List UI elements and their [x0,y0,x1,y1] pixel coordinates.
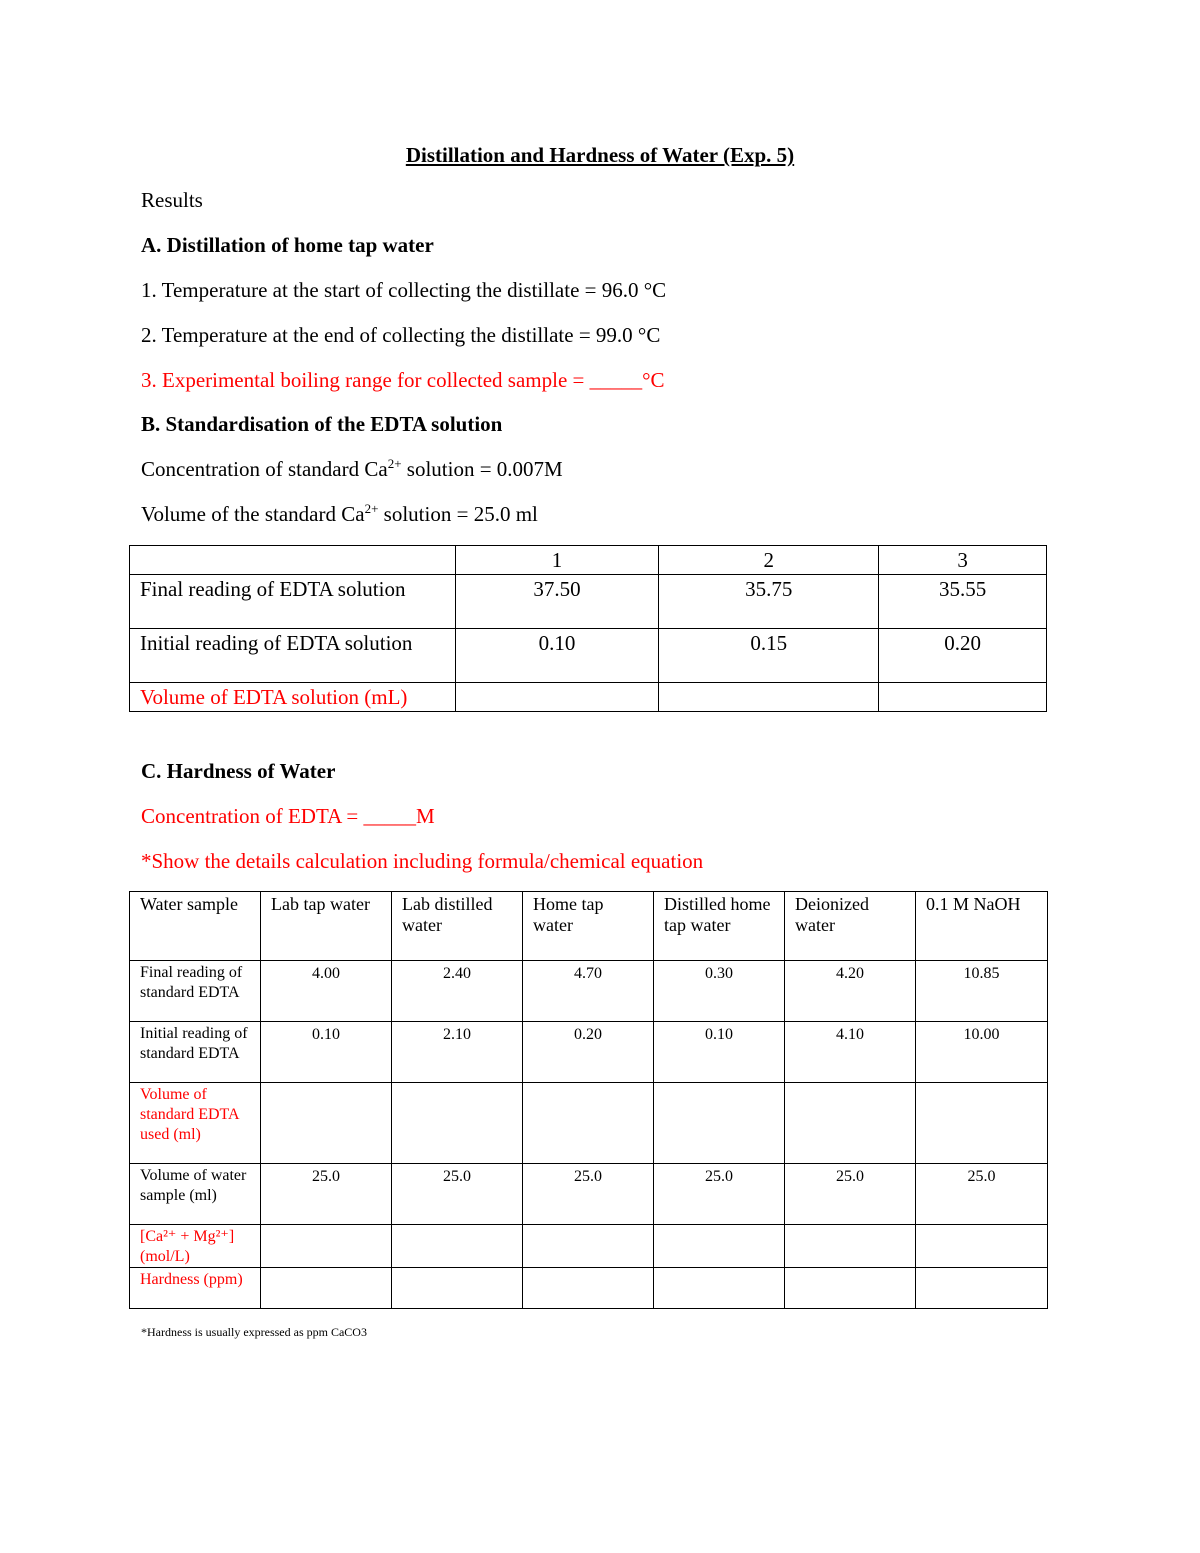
table-cell [879,683,1047,712]
section-a-item-3: 3. Experimental boiling range for collected sample = _____°C [141,368,665,392]
table-header-cell: 0.1 M NaOH [916,892,1048,961]
table-row [130,1225,1048,1268]
edta-standardisation-table [129,545,1047,712]
row-label: [Ca²⁺ + Mg²⁺] (mol/L) [130,1225,261,1268]
table-row [130,1083,1048,1164]
table-header-cell: Distilled home tap water [654,892,785,961]
table-cell: 2.40 [392,961,523,1022]
section-c-heading: C. Hardness of Water [141,759,336,783]
table-cell: 25.0 [523,1164,654,1225]
table-cell: 10.00 [916,1022,1048,1083]
table-cell: 25.0 [785,1164,916,1225]
row-label: Volume of water sample (ml) [130,1164,261,1225]
table-cell: 0.10 [261,1022,392,1083]
section-a-heading: A. Distillation of home tap water [141,233,434,257]
row-label: Initial reading of standard EDTA [130,1022,261,1083]
standard-ca-volume: Volume of the standard $Ca^{2+}$ solution = 25.0 ml [141,501,538,526]
table-header-cell: 3 [879,546,1047,575]
table-cell [785,1083,916,1164]
table-cell [916,1225,1048,1268]
table-cell [659,683,879,712]
document-title: Distillation and Hardness of Water (Exp. 5) [405,143,795,167]
table-cell: 0.20 [523,1022,654,1083]
section-a-item-2: 2. Temperature at the end of collecting the distillate = 99.0 °C [141,323,661,347]
table-row [130,1268,1048,1309]
table-cell [785,1225,916,1268]
table-cell: 10.85 [916,961,1048,1022]
table-row [130,629,1047,683]
table-cell: 25.0 [392,1164,523,1225]
table-cell [261,1083,392,1164]
table-row [130,961,1048,1022]
row-label: Final reading of EDTA solution [130,575,456,629]
row-label: Hardness (ppm) [130,1268,261,1309]
edta-concentration-line: Concentration of EDTA = _____M [141,804,435,828]
table-row [130,575,1047,629]
table-header-cell: Lab tap water [261,892,392,961]
table-header-row [130,546,1047,575]
table-cell: 35.75 [659,575,879,629]
table-header-row [130,892,1048,961]
table-cell [392,1083,523,1164]
water-hardness-table [129,891,1048,1309]
table-cell: 25.0 [261,1164,392,1225]
table-cell [654,1268,785,1309]
table-cell: 0.10 [455,629,659,683]
table-cell: 25.0 [654,1164,785,1225]
table-cell [785,1268,916,1309]
table-header-cell: Home tap water [523,892,654,961]
table-cell [455,683,659,712]
table-row [130,1022,1048,1083]
table-cell [392,1268,523,1309]
table-row [130,683,1047,712]
table-header-cell: Deionized water [785,892,916,961]
table-cell [654,1225,785,1268]
table-cell: 4.10 [785,1022,916,1083]
table-header-cell: Water sample [130,892,261,961]
table-header-cell: 1 [455,546,659,575]
table-cell [916,1268,1048,1309]
table-cell: 25.0 [916,1164,1048,1225]
row-label: Volume of EDTA solution (mL) [130,683,456,712]
table-header-cell: 2 [659,546,879,575]
row-label: Volume of standard EDTA used (ml) [130,1083,261,1164]
standard-ca-concentration: Concentration of standard $Ca^{2+}$ solution = 0.007M [141,456,563,481]
row-label: Initial reading of EDTA solution [130,629,456,683]
hardness-footnote: *Hardness is usually expressed as ppm CaCO3 [141,1325,367,1339]
table-cell: 2.10 [392,1022,523,1083]
table-cell: 4.70 [523,961,654,1022]
table-row [130,1164,1048,1225]
table-cell: 0.30 [654,961,785,1022]
results-label: Results [141,188,203,212]
table-cell: 4.00 [261,961,392,1022]
table-cell [392,1225,523,1268]
table-cell [654,1083,785,1164]
section-a-item-1: 1. Temperature at the start of collecting the distillate = 96.0 °C [141,278,667,302]
table-cell [523,1225,654,1268]
table-header-cell: Lab distilled water [392,892,523,961]
table-cell: 37.50 [455,575,659,629]
table-cell: 0.15 [659,629,879,683]
table-header-cell [130,546,456,575]
table-cell [523,1083,654,1164]
section-b-heading: B. Standardisation of the EDTA solution [141,412,503,436]
table-cell [523,1268,654,1309]
table-cell: 4.20 [785,961,916,1022]
table-cell [261,1225,392,1268]
calculation-note: *Show the details calculation including formula/chemical equation [141,849,704,873]
table-cell: 0.20 [879,629,1047,683]
table-cell: 0.10 [654,1022,785,1083]
table-cell: 35.55 [879,575,1047,629]
row-label: Final reading of standard EDTA [130,961,261,1022]
table-cell [261,1268,392,1309]
table-cell [916,1083,1048,1164]
